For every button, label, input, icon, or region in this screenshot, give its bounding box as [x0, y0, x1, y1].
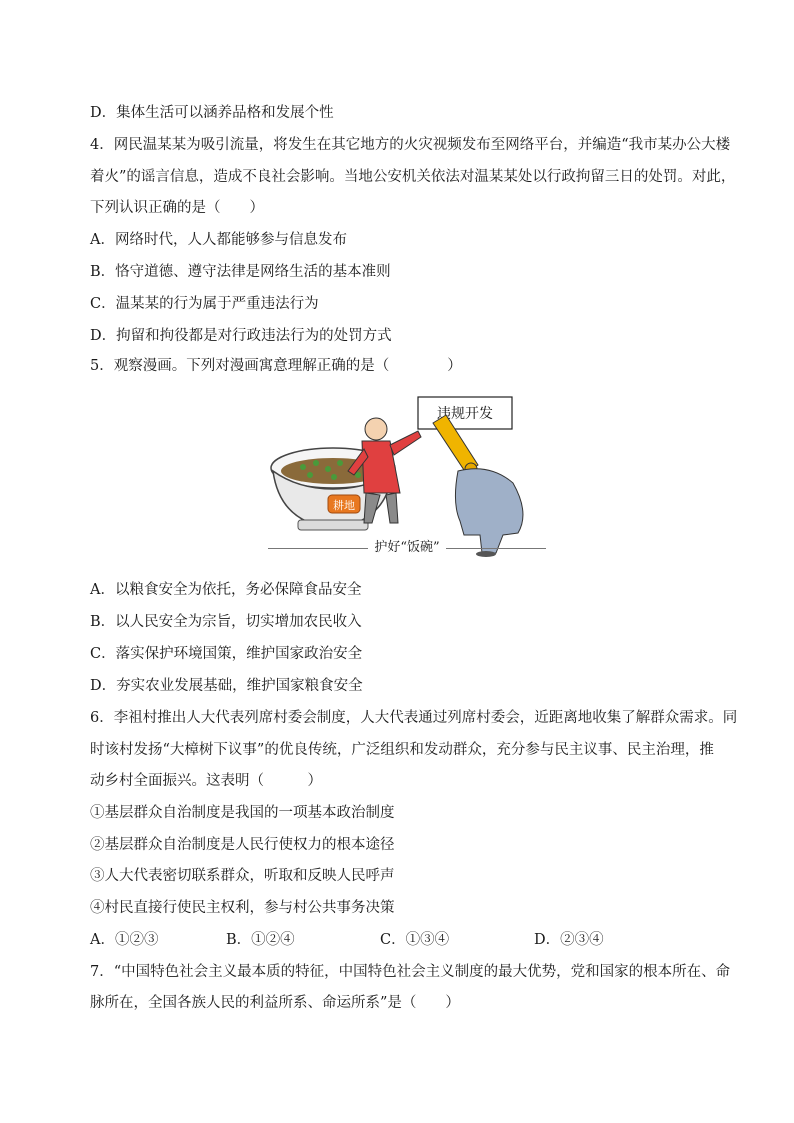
line-q5-option-c: C．落实保护环境国策，维护国家政治安全 — [90, 646, 363, 662]
q6-option-b: B．①②④ — [226, 932, 295, 948]
line-q4-option-c: C．温某某的行为属于严重违法行为 — [90, 296, 319, 312]
line-q6-stem-2: 时该村发扬“大樟树下议事”的优良传统，广泛组织和发动群众，充分参与民主议事、民主治理，推 — [90, 742, 714, 758]
q6-option-a: A．①②③ — [90, 932, 159, 948]
cartoon-caption — [268, 540, 546, 556]
line-q4-option-b: B．恪守道德、遵守法律是网络生活的基本准则 — [90, 264, 391, 280]
q6-option-d: D．②③④ — [534, 932, 604, 948]
sign-text: 违规开发 — [437, 406, 493, 422]
line-q6-statement-3: ③人大代表密切联系群众，听取和反映人民呼声 — [90, 868, 395, 884]
line-q7-stem-1: 7．“中国特色社会主义最本质的特征，中国特色社会主义制度的最大优势，党和国家的根本所在、命 — [90, 964, 731, 980]
line-q4-stem-3: 下列认识正确的是（ ） — [90, 200, 264, 216]
line-q3-option-d: D．集体生活可以涵养品格和发展个性 — [90, 105, 334, 121]
line-q4-stem-2: 着火”的谣言信息，造成不良社会影响。当地公安机关依法对温某某处以行政拘留三日的处罚。对此， — [90, 169, 736, 185]
line-q4-stem-1: 4．网民温某某为吸引流量，将发生在其它地方的火灾视频发布至网络平台，并编造“我市某办公大楼 — [90, 137, 731, 153]
q6-option-c: C．①③④ — [380, 932, 450, 948]
line-q5-option-d: D．夯实农业发展基础，维护国家粮食安全 — [90, 678, 363, 694]
bowl-label: 耕地 — [333, 499, 355, 512]
line-q7-stem-2: 脉所在，全国各族人民的利益所系、命运所系”是（ ） — [90, 995, 460, 1011]
line-q4-option-a: A．网络时代，人人都能够参与信息发布 — [90, 232, 347, 248]
cartoon-caption-text: 护好“饭碗” — [368, 540, 445, 555]
line-q4-option-d: D．拘留和拘役都是对行政违法行为的处罚方式 — [90, 328, 392, 344]
line-q6-stem-3: 动乡村全面振兴。这表明（ ） — [90, 773, 322, 789]
line-q5-option-a: A．以粮食安全为依托，务必保障食品安全 — [90, 582, 362, 598]
man-head — [365, 418, 387, 440]
line-q6-statement-4: ④村民直接行使民主权利，参与村公共事务决策 — [90, 900, 395, 916]
line-q5-option-b: B．以人民安全为宗旨，切实增加农民收入 — [90, 614, 362, 630]
line-q6-statement-2: ②基层群众自治制度是人民行使权力的根本途径 — [90, 837, 395, 853]
cartoon-image — [268, 393, 546, 559]
line-q5-stem: 5．观察漫画。下列对漫画寓意理解正确的是（ ） — [90, 358, 462, 374]
line-q6-statement-1: ①基层群众自治制度是我国的一项基本政治制度 — [90, 805, 395, 821]
line-q6-stem-1: 6．李祖村推出人大代表列席村委会制度，人大代表通过列席村委会，近距离地收集了解群众需求。同 — [90, 710, 738, 726]
